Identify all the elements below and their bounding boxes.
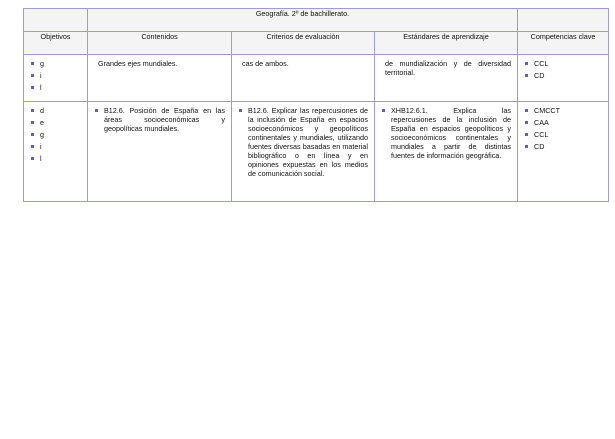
objetivos-list xyxy=(30,59,81,92)
header-estandares: Estándares de aprendizaje xyxy=(375,32,518,55)
list-item: g xyxy=(30,59,81,68)
header-objetivos: Objetivos xyxy=(24,32,88,55)
objetivos-cell xyxy=(24,102,88,202)
competencias-list xyxy=(524,59,602,80)
list-item: e xyxy=(30,118,81,127)
criterios-text: cas de ambos. xyxy=(242,59,289,68)
list-item: B12.6. Posición de España en las áreas socioeconómicas y geopolíticas mundiales. xyxy=(94,106,225,133)
criterios-list xyxy=(238,106,368,178)
list-item: g xyxy=(30,130,81,139)
list-item: l xyxy=(30,154,81,163)
criterios-cell xyxy=(232,102,375,202)
list-item: d xyxy=(30,106,81,115)
header-criterios: Criterios de evaluación xyxy=(232,32,375,55)
list-item: i xyxy=(30,71,81,80)
competencias-cell xyxy=(518,102,609,202)
table-title-row xyxy=(24,9,609,32)
contenidos-text: Grandes ejes mundiales. xyxy=(98,59,178,68)
table-row xyxy=(24,55,609,102)
title-spacer-cell-right xyxy=(518,9,609,32)
estandares-cell xyxy=(375,102,518,202)
list-item: CCL xyxy=(524,130,602,139)
list-item: i xyxy=(30,142,81,151)
list-item: CAA xyxy=(524,118,602,127)
criterios-cell xyxy=(232,55,375,102)
estandares-list xyxy=(381,106,511,160)
document-page xyxy=(23,8,608,202)
list-item: CMCCT xyxy=(524,106,602,115)
list-item: CD xyxy=(524,142,602,151)
objetivos-cell xyxy=(24,55,88,102)
objetivos-list xyxy=(30,106,81,163)
estandares-text: de mundialización y de diversidad territorial. xyxy=(385,59,512,77)
list-item: CD xyxy=(524,71,602,80)
contenidos-cell xyxy=(88,55,232,102)
contenidos-cell xyxy=(88,102,232,202)
curriculum-table xyxy=(23,8,609,202)
list-item: l xyxy=(30,83,81,92)
list-item: XHB12.6.1. Explica las repercusiones de la inclusión de España en espacios geopolíticos y socioeconómicos continentales y mundiales a partir de distintas fuentes de información geográfica. xyxy=(381,106,511,160)
table-row xyxy=(24,102,609,202)
competencias-list xyxy=(524,106,602,151)
competencias-cell xyxy=(518,55,609,102)
header-competencias: Competencias clave xyxy=(518,32,609,55)
title-spacer-cell xyxy=(24,9,88,32)
contenidos-list xyxy=(94,106,225,133)
table-title: Geografía. 2º de bachillerato. xyxy=(88,9,518,32)
estandares-cell xyxy=(375,55,518,102)
list-item: B12.6. Explicar las repercusiones de la inclusión de España en espacios socioeconómicos y geopolíticos continentales y mundiales, utilizando fuentes diversas basadas en material bibliográfico o en línea y en opiniones expuestas en los medios de comunicación social. xyxy=(238,106,368,178)
header-contenidos: Contenidos xyxy=(88,32,232,55)
column-header-row xyxy=(24,32,609,55)
list-item: CCL xyxy=(524,59,602,68)
